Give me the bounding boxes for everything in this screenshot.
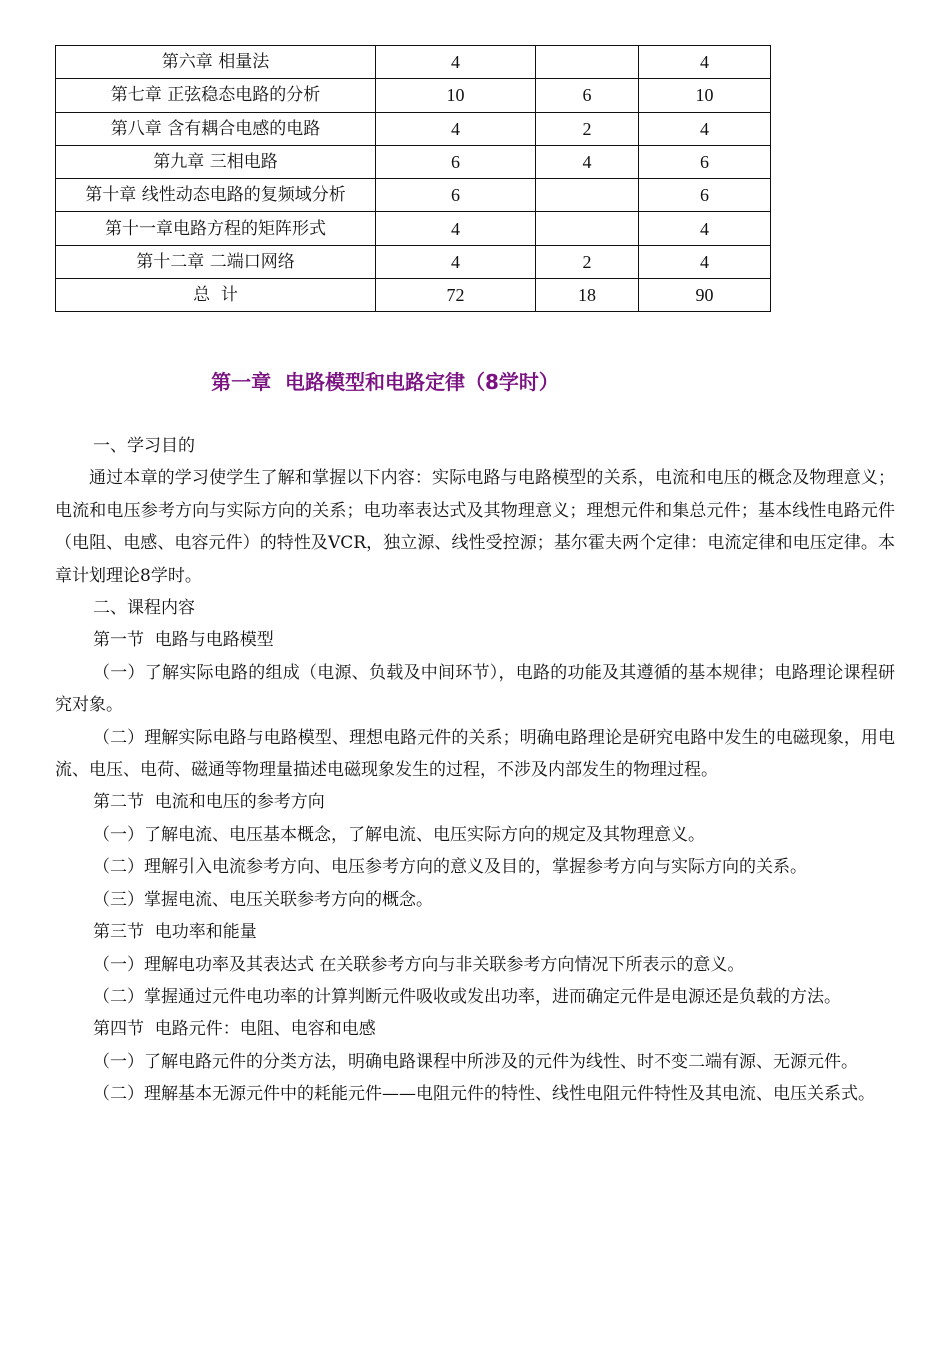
hours-cell: 4 <box>376 46 536 79</box>
hours-cell: 4 <box>639 212 771 245</box>
chapter-cell: 第七章 正弦稳态电路的分析 <box>56 79 376 112</box>
paragraph: （二）理解引入电流参考方向、电压参考方向的意义及目的，掌握参考方向与实际方向的关系。 <box>93 857 807 878</box>
paragraph: （一）了解电路元件的分类方法，明确电路课程中所涉及的元件为线性、时不变二端有源、无源元件。 <box>93 1051 858 1072</box>
chapter-cell: 第十一章电路方程的矩阵形式 <box>56 212 376 245</box>
chapter-cell: 第十章 线性动态电路的复频域分析 <box>56 179 376 212</box>
paragraph: （二）理解基本无源元件中的耗能元件——电阻元件的特性、线性电阻元件特性及其电流、电压关系式。 <box>93 1084 875 1105</box>
hours-cell: 6 <box>536 79 639 112</box>
table-row <box>56 245 771 278</box>
hours-cell <box>536 46 639 79</box>
paragraph: 通过本章的学习使学生了解和掌握以下内容：实际电路与电路模型的关系，电流和电压的概念及物理意义；电流和电压参考方向与实际方向的关系；电功率表达式及其物理意义；理想元件和集总元件；基本线性电路元件（电阻、电感、电容元件）的特性及VCR，独立源、线性受控源；基尔霍夫两个定律：电流定律和电压定律。本章计划理论8学时。 <box>55 468 895 586</box>
hours-cell: 6 <box>376 145 536 178</box>
subsection-heading: 第四节 电路元件：电阻、电容和电感 <box>93 1019 376 1040</box>
paragraph: （一）了解实际电路的组成（电源、负载及中间环节），电路的功能及其遵循的基本规律；电路理论课程研究对象。 <box>55 662 895 716</box>
subsection-heading: 第三节 电功率和能量 <box>93 922 257 943</box>
hours-cell: 18 <box>536 279 639 312</box>
hours-cell: 10 <box>376 79 536 112</box>
hours-cell: 2 <box>536 112 639 145</box>
hours-cell: 2 <box>536 245 639 278</box>
table-row <box>56 79 771 112</box>
hours-cell: 6 <box>639 145 771 178</box>
subsection-heading: 第二节 电流和电压的参考方向 <box>93 792 325 813</box>
hours-cell: 4 <box>639 46 771 79</box>
hours-cell: 4 <box>536 145 639 178</box>
table-row <box>56 112 771 145</box>
hours-cell: 6 <box>639 179 771 212</box>
paragraph: （一）了解电流、电压基本概念，了解电流、电压实际方向的规定及其物理意义。 <box>93 824 705 845</box>
hours-cell: 90 <box>639 279 771 312</box>
paragraph: （一）理解电功率及其表达式 在关联参考方向与非关联参考方向情况下所表示的意义。 <box>93 954 745 975</box>
table-row <box>56 46 771 79</box>
table-total-row <box>56 279 771 312</box>
section-heading: 二、课程内容 <box>93 598 195 619</box>
course-hours-table <box>55 45 771 312</box>
total-label-cell: 总 计 <box>56 279 376 312</box>
paragraph: （二）掌握通过元件电功率的计算判断元件吸收或发出功率，进而确定元件是电源还是负载的方法。 <box>93 986 841 1007</box>
hours-cell <box>536 179 639 212</box>
chapter-title: 第一章 电路模型和电路定律（8学时） <box>211 370 559 394</box>
hours-cell: 4 <box>639 245 771 278</box>
hours-cell: 4 <box>376 245 536 278</box>
hours-cell: 4 <box>376 212 536 245</box>
hours-cell: 10 <box>639 79 771 112</box>
table-row <box>56 145 771 178</box>
table-row <box>56 212 771 245</box>
body-text <box>55 430 895 1111</box>
chapter-cell: 第八章 含有耦合电感的电路 <box>56 112 376 145</box>
paragraph: （三）掌握电流、电压关联参考方向的概念。 <box>93 889 433 910</box>
paragraph: （二）理解实际电路与电路模型、理想电路元件的关系；明确电路理论是研究电路中发生的电磁现象，用电流、电压、电荷、磁通等物理量描述电磁现象发生的过程，不涉及内部发生的物理过程。 <box>55 727 895 781</box>
hours-cell: 4 <box>376 112 536 145</box>
chapter-cell: 第六章 相量法 <box>56 46 376 79</box>
hours-cell: 6 <box>376 179 536 212</box>
chapter-cell: 第九章 三相电路 <box>56 145 376 178</box>
subsection-heading: 第一节 电路与电路模型 <box>93 630 274 651</box>
section-heading: 一、学习目的 <box>93 436 195 456</box>
table-row <box>56 179 771 212</box>
hours-cell: 4 <box>639 112 771 145</box>
chapter-cell: 第十二章 二端口网络 <box>56 245 376 278</box>
hours-cell <box>536 212 639 245</box>
hours-cell: 72 <box>376 279 536 312</box>
